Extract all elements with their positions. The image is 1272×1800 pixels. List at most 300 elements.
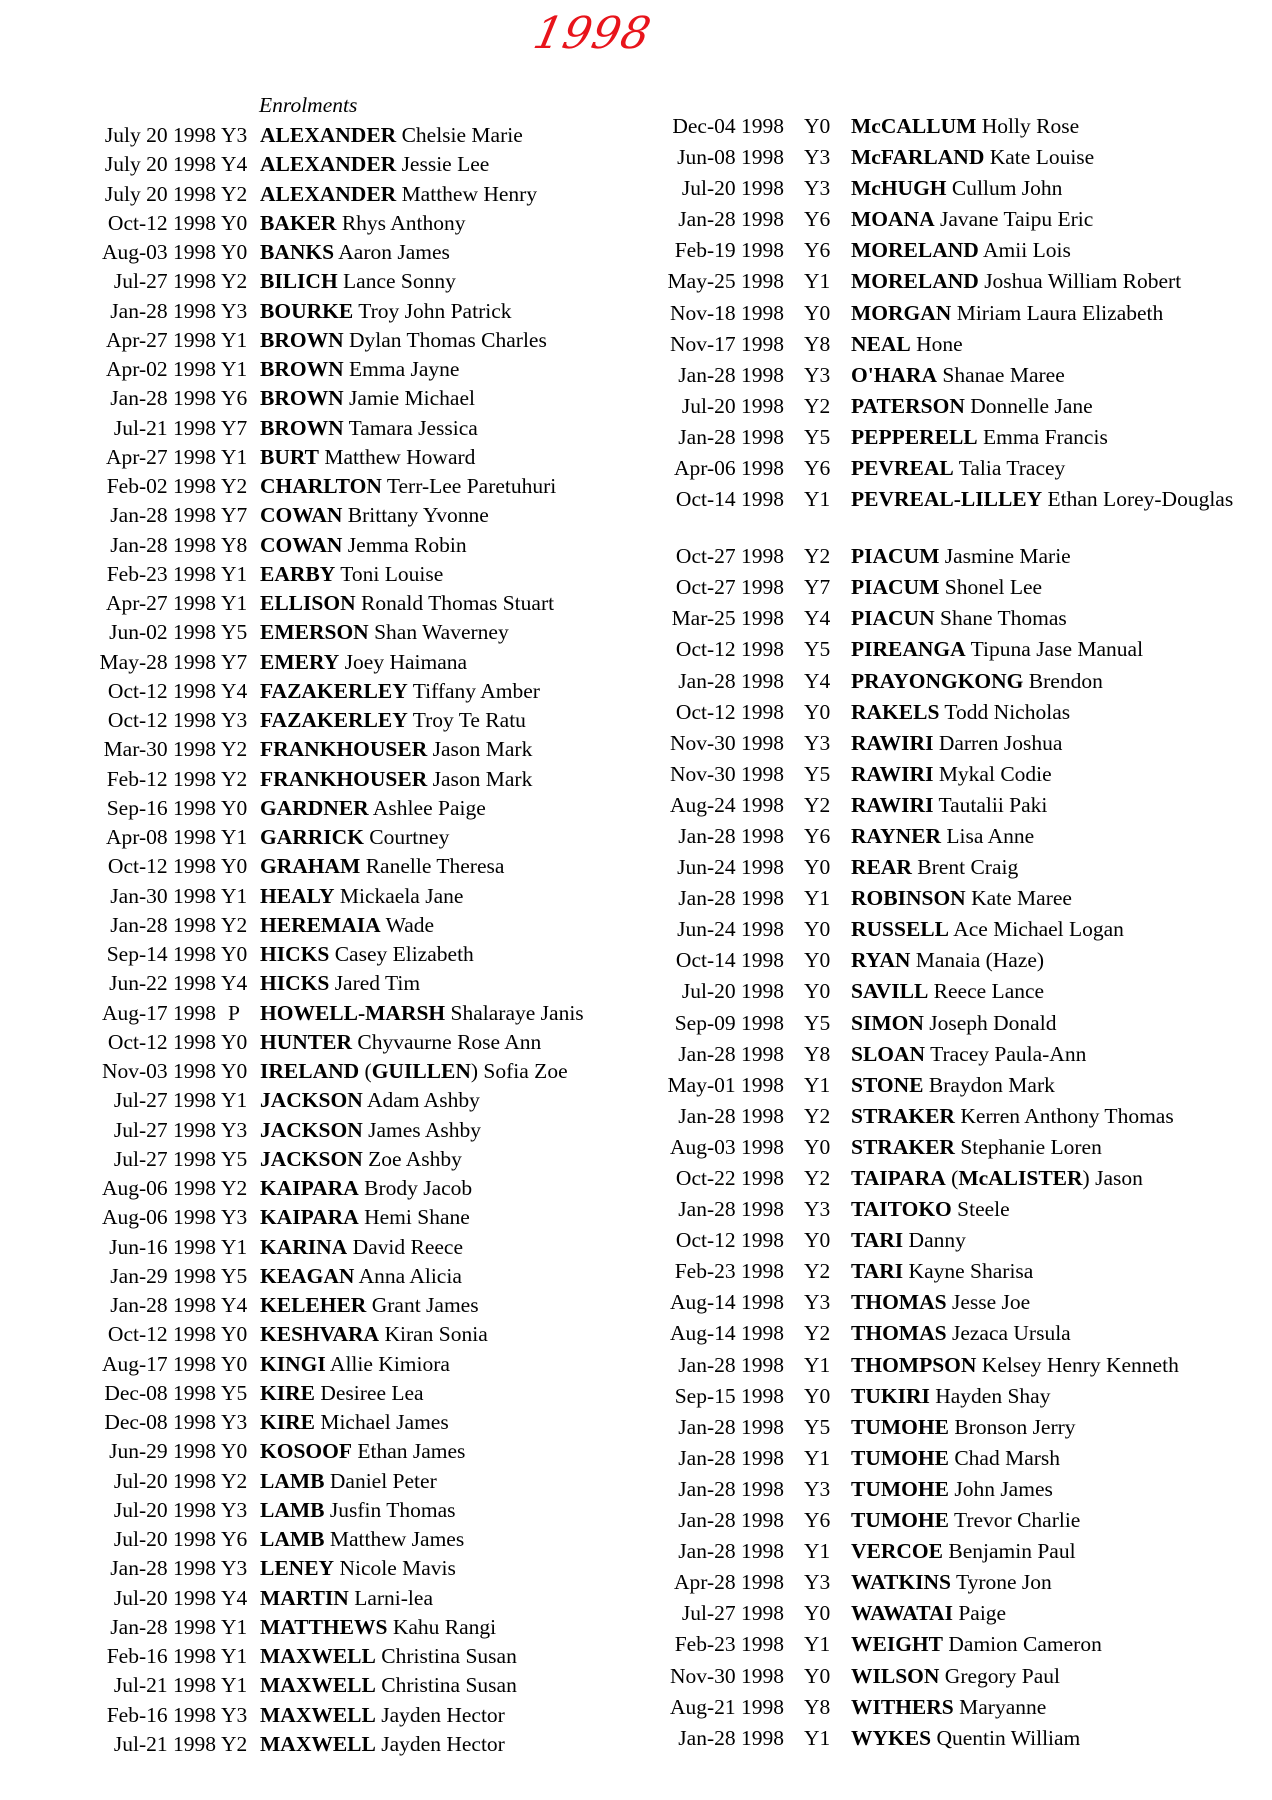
year-level: Y0 xyxy=(221,240,248,264)
enrolment-date: Jan-28 1998 xyxy=(678,1725,784,1750)
student-name xyxy=(260,415,640,441)
student-name xyxy=(851,947,1261,973)
given-names: Tautalii Paki xyxy=(938,792,1048,817)
year-level: Y1 xyxy=(221,327,248,352)
enrolment-row xyxy=(0,1526,640,1555)
enrolment-row xyxy=(640,424,1272,455)
enrolment-date: Apr-27 1998 xyxy=(105,327,216,352)
enrolment-row xyxy=(0,1175,640,1204)
surname: THOMPSON xyxy=(851,1352,977,1377)
surname: McCALLUM xyxy=(851,114,977,138)
student-name xyxy=(851,699,1261,725)
enrolment-row xyxy=(640,1569,1272,1600)
enrolment-row xyxy=(0,1292,640,1321)
enrolment-row xyxy=(640,362,1272,393)
year-level: Y0 xyxy=(221,1059,248,1083)
surname: GARRICK xyxy=(260,825,364,849)
given-names: Benjamin Paul xyxy=(948,1539,1076,1564)
enrolment-date: Oct-12 1998 xyxy=(107,708,216,732)
student-name xyxy=(851,1383,1261,1409)
surname: BILICH xyxy=(260,269,338,294)
surname: RAKELS xyxy=(851,699,940,724)
alternate-surname: McALISTER xyxy=(958,1166,1083,1190)
given-names: Kiran Sonia xyxy=(384,1322,488,1347)
year-level: Y0 xyxy=(804,114,831,138)
enrolment-row xyxy=(640,543,1272,574)
year-level: Y1 xyxy=(221,591,248,615)
year-level: Y5 xyxy=(804,1414,831,1439)
surname: JACKSON xyxy=(260,1088,363,1113)
enrolment-row xyxy=(0,444,640,473)
year-level: Y0 xyxy=(804,917,831,942)
enrolment-row xyxy=(0,1497,640,1526)
student-name xyxy=(851,1569,1261,1595)
student-name xyxy=(260,1117,640,1143)
enrolment-row xyxy=(0,736,640,765)
student-name xyxy=(851,885,1261,911)
surname: RAWIRI xyxy=(851,730,934,755)
enrolment-row xyxy=(640,1289,1272,1320)
surname: RAWIRI xyxy=(851,792,934,817)
given-names: Shanae Maree xyxy=(942,362,1065,387)
given-names: Nicole Mavis xyxy=(339,1556,456,1581)
enrolment-row xyxy=(640,1103,1272,1134)
student-name xyxy=(851,331,1261,357)
year-level: Y2 xyxy=(804,544,831,569)
surname: RAYNER xyxy=(851,823,941,848)
given-names: Grant James xyxy=(371,1293,479,1317)
enrolment-date: Jul-20 1998 xyxy=(113,1527,216,1551)
enrolment-row xyxy=(640,605,1272,636)
enrolment-date: Dec-04 1998 xyxy=(672,114,784,138)
year-level: Y7 xyxy=(221,503,248,528)
enrolment-row xyxy=(0,1117,640,1146)
student-name: IRELAND (GUILLEN) Sofia Zoe xyxy=(260,1059,568,1083)
given-names: Matthew Howard xyxy=(324,444,476,469)
student-name xyxy=(260,1731,640,1757)
given-names: David Reece xyxy=(352,1234,464,1259)
surname: ALEXANDER xyxy=(260,152,397,177)
year-level: Y0 xyxy=(221,795,248,820)
student-name xyxy=(260,151,640,177)
enrolment-date: Aug-06 1998 xyxy=(101,1205,216,1230)
enrolment-row xyxy=(640,574,1272,605)
surname: FAZAKERLEY xyxy=(260,708,408,732)
surname: ALEXANDER xyxy=(260,181,397,206)
surname: PATERSON xyxy=(851,393,965,418)
enrolment-list-left xyxy=(0,122,640,1760)
student-name xyxy=(851,1289,1261,1315)
enrolment-date: Mar-30 1998 xyxy=(103,737,216,762)
page-title: 1998 xyxy=(529,8,656,59)
given-names: Christina Susan xyxy=(381,1644,517,1668)
student-name xyxy=(851,268,1261,294)
given-names: Chyvaurne Rose Ann xyxy=(357,1029,542,1054)
year-level: Y2 xyxy=(804,393,831,418)
enrolment-date: Jul-20 1998 xyxy=(681,979,784,1004)
surname: KIRE xyxy=(260,1380,315,1405)
enrolment-date: Jan-28 1998 xyxy=(678,1445,784,1470)
year-level: Y2 xyxy=(804,1259,831,1284)
year-level: Y1 xyxy=(221,561,248,586)
surname: SIMON xyxy=(851,1010,924,1035)
enrolment-date: Apr-06 1998 xyxy=(673,456,784,481)
given-names: Hone xyxy=(916,331,963,356)
enrolment-date: May-28 1998 xyxy=(99,649,216,674)
enrolment-row xyxy=(640,1725,1272,1756)
enrolment-date: Oct-22 1998 xyxy=(675,1166,784,1190)
enrolment-date: Jul-20 1998 xyxy=(113,1468,216,1493)
enrolment-date: Jan-28 1998 xyxy=(678,1041,784,1066)
student-name xyxy=(260,1234,640,1260)
student-name xyxy=(851,1600,1261,1626)
enrolment-date: Jan-28 1998 xyxy=(110,503,216,528)
student-name xyxy=(260,239,640,265)
enrolment-date: Jan-28 1998 xyxy=(678,1539,784,1564)
surname: TUMOHE xyxy=(851,1445,949,1470)
surname: BROWN xyxy=(260,415,344,440)
surname: LAMB xyxy=(260,1468,325,1493)
surname: HEREMAIA xyxy=(260,912,381,937)
enrolment-row xyxy=(640,1383,1272,1414)
year-level: Y1 xyxy=(221,357,248,381)
enrolment-row xyxy=(640,1631,1272,1662)
surname: MORELAND xyxy=(851,269,979,294)
surname: ALEXANDER xyxy=(260,123,397,147)
given-names: Daniel Peter xyxy=(329,1468,437,1493)
student-name xyxy=(260,1585,640,1611)
enrolment-row xyxy=(0,415,640,444)
year-level: Y6 xyxy=(804,207,831,232)
enrolment-row xyxy=(0,1321,640,1350)
surname: KINGI xyxy=(260,1351,326,1376)
given-names: Hemi Shane xyxy=(364,1205,470,1230)
enrolment-date: Jan-28 1998 xyxy=(678,1414,784,1439)
enrolment-date: Jul-21 1998 xyxy=(113,1731,216,1756)
student-name xyxy=(260,298,640,324)
enrolment-date: Jul-21 1998 xyxy=(113,1673,216,1698)
enrolment-row xyxy=(0,268,640,297)
enrolment-row xyxy=(0,883,640,912)
enrolment-row xyxy=(0,327,640,356)
enrolment-row xyxy=(0,1380,640,1409)
enrolment-row xyxy=(0,151,640,180)
surname: PEPPERELL xyxy=(851,424,978,449)
student-name xyxy=(260,1672,640,1698)
enrolment-row xyxy=(640,1600,1272,1631)
enrolment-date: Oct-12 1998 xyxy=(107,210,216,235)
given-names: Jesse Joe xyxy=(951,1290,1031,1315)
enrolment-date: May-01 1998 xyxy=(667,1072,784,1097)
given-names: Stephanie Loren xyxy=(960,1134,1102,1159)
given-names: Tracey Paula-Ann xyxy=(930,1041,1087,1066)
given-names: Todd Nicholas xyxy=(944,699,1071,724)
surname: BOURKE xyxy=(260,298,354,323)
enrolment-row xyxy=(0,473,640,502)
surname: KELEHER xyxy=(260,1293,367,1317)
year-level: Y3 xyxy=(804,362,831,387)
year-level: Y1 xyxy=(221,1614,248,1639)
student-name xyxy=(260,1175,640,1201)
year-level: Y2 xyxy=(804,1321,831,1346)
surname: KAIPARA xyxy=(260,1205,359,1230)
year-level: Y5 xyxy=(221,1380,248,1405)
year-level: Y5 xyxy=(221,1146,248,1171)
year-level: Y1 xyxy=(221,444,248,469)
enrolment-date: Oct-12 1998 xyxy=(107,1322,216,1347)
enrolment-date: Jan-28 1998 xyxy=(678,886,784,911)
student-name xyxy=(260,941,640,967)
year-level: Y0 xyxy=(221,210,248,235)
given-names: Casey Elizabeth xyxy=(334,942,474,966)
enrolment-row xyxy=(0,853,640,882)
year-level: Y8 xyxy=(804,1694,831,1719)
enrolment-row xyxy=(0,795,640,824)
given-names: Holly Rose xyxy=(981,114,1080,138)
student-name: TAIPARA (McALISTER) Jason xyxy=(851,1166,1143,1190)
student-name xyxy=(851,574,1261,600)
year-level: Y4 xyxy=(804,606,831,631)
enrolment-date: Jan-28 1998 xyxy=(110,298,216,323)
enrolment-date: Jan-29 1998 xyxy=(110,1263,216,1288)
year-level: Y3 xyxy=(804,730,831,755)
year-level: Y4 xyxy=(221,1293,248,1317)
given-names: Chelsie Marie xyxy=(401,123,523,147)
surname: BROWN xyxy=(260,386,344,411)
enrolment-row xyxy=(0,1438,640,1467)
given-names: Ronald Thomas Stuart xyxy=(360,591,555,615)
enrolment-row xyxy=(0,1263,640,1292)
student-name xyxy=(851,113,1261,139)
surname: THOMAS xyxy=(851,1290,947,1315)
enrolment-row xyxy=(0,619,640,648)
enrolment-date: Jul-27 1998 xyxy=(113,1088,216,1113)
enrolment-date: Jan-28 1998 xyxy=(110,1614,216,1639)
student-name xyxy=(260,795,640,821)
enrolment-date: Jul-20 1998 xyxy=(681,176,784,201)
year-level: Y5 xyxy=(804,424,831,449)
enrolment-date: Jan-28 1998 xyxy=(110,1293,216,1317)
given-names: Lisa Anne xyxy=(946,823,1035,848)
student-name xyxy=(260,853,640,879)
student-name xyxy=(851,393,1261,419)
given-names: Jessie Lee xyxy=(401,152,490,177)
surname: TARI xyxy=(851,1259,904,1284)
enrolment-row xyxy=(0,590,640,619)
given-names: Brent Craig xyxy=(917,855,1019,880)
surname: BROWN xyxy=(260,357,344,381)
enrolment-date: Oct-12 1998 xyxy=(675,1228,784,1253)
student-name xyxy=(851,1134,1261,1160)
enrolment-date: Aug-03 1998 xyxy=(101,240,216,264)
year-level: Y5 xyxy=(221,1263,248,1288)
enrolment-date: Jul-27 1998 xyxy=(113,269,216,294)
given-names: Mickaela Jane xyxy=(339,883,464,908)
year-level: Y0 xyxy=(221,1322,248,1347)
enrolment-date: Jan-28 1998 xyxy=(110,532,216,557)
year-level: Y1 xyxy=(221,883,248,908)
enrolment-date: Feb-16 1998 xyxy=(106,1644,216,1668)
student-name xyxy=(851,792,1261,818)
given-names: Aaron James xyxy=(338,240,450,264)
student-name xyxy=(851,1258,1261,1284)
student-name xyxy=(851,1196,1261,1222)
surname: MAXWELL xyxy=(260,1731,376,1756)
given-names: Tyrone Jon xyxy=(955,1570,1052,1595)
enrolment-date: Sep-09 1998 xyxy=(674,1010,784,1035)
surname: WYKES xyxy=(851,1725,932,1750)
given-names: Courtney xyxy=(369,825,450,849)
surname: SAVILL xyxy=(851,979,929,1004)
year-level: Y2 xyxy=(804,792,831,817)
surname: KARINA xyxy=(260,1234,348,1259)
year-level: Y0 xyxy=(221,1439,248,1464)
enrolment-date: Jun-24 1998 xyxy=(677,917,784,942)
enrolment-row xyxy=(0,1409,640,1438)
given-names: Jezaca Ursula xyxy=(951,1321,1071,1346)
student-name xyxy=(851,1725,1261,1751)
surname: TUMOHE xyxy=(851,1476,949,1501)
section-heading: Enrolments xyxy=(259,93,358,117)
surname: VERCOE xyxy=(851,1539,943,1564)
given-names: Darren Joshua xyxy=(938,730,1063,755)
enrolment-date: July 20 1998 xyxy=(104,123,216,147)
student-name xyxy=(851,916,1261,942)
enrolment-row xyxy=(640,1507,1272,1538)
year-level: Y8 xyxy=(804,331,831,356)
surname: PIACUM xyxy=(851,544,940,569)
surname: COWAN xyxy=(260,532,343,557)
surname: TAITOKO xyxy=(851,1197,952,1222)
enrolment-date: Sep-15 1998 xyxy=(674,1383,784,1408)
surname: BROWN xyxy=(260,327,344,352)
enrolment-row xyxy=(640,1010,1272,1041)
given-names: Anna Alicia xyxy=(358,1263,462,1288)
year-level: Y0 xyxy=(804,1601,831,1626)
enrolment-date: Jun-16 1998 xyxy=(109,1234,216,1259)
student-name xyxy=(260,1263,640,1289)
student-name xyxy=(851,978,1261,1004)
student-name xyxy=(260,590,640,616)
year-level: Y1 xyxy=(804,1445,831,1470)
enrolment-date: Sep-16 1998 xyxy=(106,795,216,820)
surname: BURT xyxy=(260,444,319,469)
student-name xyxy=(260,356,640,382)
given-names: Larni-lea xyxy=(354,1585,433,1610)
enrolment-row xyxy=(0,181,640,210)
student-name xyxy=(260,619,640,645)
student-name xyxy=(851,823,1261,849)
student-name xyxy=(260,1087,640,1113)
year-level: Y3 xyxy=(804,176,831,201)
surname: RUSSELL xyxy=(851,917,949,942)
enrolment-date: Apr-27 1998 xyxy=(105,444,216,469)
enrolment-date: Oct-12 1998 xyxy=(107,1029,216,1054)
year-level: Y3 xyxy=(804,1570,831,1595)
enrolment-row xyxy=(0,649,640,678)
enrolment-row xyxy=(0,532,640,561)
enrolment-date: Nov-30 1998 xyxy=(669,761,784,786)
enrolment-row xyxy=(0,122,640,151)
student-name xyxy=(260,1438,640,1464)
student-name xyxy=(260,1000,640,1026)
enrolment-row xyxy=(640,947,1272,978)
year-level: Y4 xyxy=(221,971,248,996)
enrolment-date: Oct-27 1998 xyxy=(675,575,784,600)
given-names: Jason Mark xyxy=(432,737,533,762)
enrolment-row xyxy=(0,1702,640,1731)
given-names: Ethan Lorey-Douglas xyxy=(1047,487,1234,512)
enrolment-row xyxy=(640,1134,1272,1165)
enrolment-row xyxy=(0,941,640,970)
given-names: Terr-Lee Paretuhuri xyxy=(386,474,557,498)
student-name xyxy=(260,912,640,938)
enrolment-date: Feb-12 1998 xyxy=(106,766,216,791)
enrolment-row xyxy=(0,1058,640,1087)
surname: SLOAN xyxy=(851,1041,926,1066)
surname: BAKER xyxy=(260,210,337,235)
enrolment-row xyxy=(0,239,640,268)
surname: KEAGAN xyxy=(260,1263,355,1288)
enrolment-row xyxy=(640,393,1272,424)
enrolment-row xyxy=(0,1087,640,1116)
given-names: Dylan Thomas Charles xyxy=(349,327,547,352)
given-names: Quentin William xyxy=(936,1725,1081,1750)
student-name xyxy=(851,1631,1261,1657)
year-level: Y3 xyxy=(221,1702,248,1727)
surname: TUKIRI xyxy=(851,1383,930,1408)
given-names: Kate Louise xyxy=(989,145,1095,170)
surname: HUNTER xyxy=(260,1029,352,1054)
student-name xyxy=(260,268,640,294)
student-name xyxy=(260,561,640,587)
enrolment-date: Apr-08 1998 xyxy=(105,825,216,849)
enrolment-row xyxy=(0,1585,640,1614)
enrolment-date: Feb-02 1998 xyxy=(106,474,216,498)
given-names: Kelsey Henry Kenneth xyxy=(981,1352,1179,1377)
given-names: Danny xyxy=(908,1228,966,1253)
enrolment-date: Sep-14 1998 xyxy=(106,942,216,966)
enrolment-date: Jun-22 1998 xyxy=(109,971,216,996)
student-name xyxy=(851,730,1261,756)
given-names: Brittany Yvonne xyxy=(347,503,489,528)
surname: TAIPARA xyxy=(851,1166,946,1190)
year-level: Y1 xyxy=(804,269,831,294)
enrolment-date: Nov-17 1998 xyxy=(669,331,784,356)
enrolment-row xyxy=(0,1643,640,1672)
enrolment-date: Jan-28 1998 xyxy=(678,1476,784,1501)
year-level: Y0 xyxy=(804,1663,831,1688)
year-level: Y4 xyxy=(221,1585,248,1610)
given-names: Jared Tim xyxy=(334,971,421,996)
student-name xyxy=(851,1694,1261,1720)
enrolment-row xyxy=(640,1663,1272,1694)
surname: JACKSON xyxy=(260,1146,363,1171)
enrolment-date: Aug-21 1998 xyxy=(669,1694,784,1719)
enrolment-row xyxy=(640,300,1272,331)
surname: KIRE xyxy=(260,1410,315,1434)
surname: FRANKHOUSER xyxy=(260,737,428,762)
year-level: Y2 xyxy=(804,1166,831,1190)
enrolment-date: Jan-28 1998 xyxy=(678,1352,784,1377)
enrolment-date: Aug-17 1998 xyxy=(101,1000,216,1025)
student-name xyxy=(260,1497,640,1523)
surname: REAR xyxy=(851,855,912,880)
enrolment-date: Feb-23 1998 xyxy=(674,1632,784,1657)
enrolment-date: Feb-19 1998 xyxy=(674,238,784,263)
student-name xyxy=(260,385,640,411)
year-level: Y2 xyxy=(221,269,248,294)
